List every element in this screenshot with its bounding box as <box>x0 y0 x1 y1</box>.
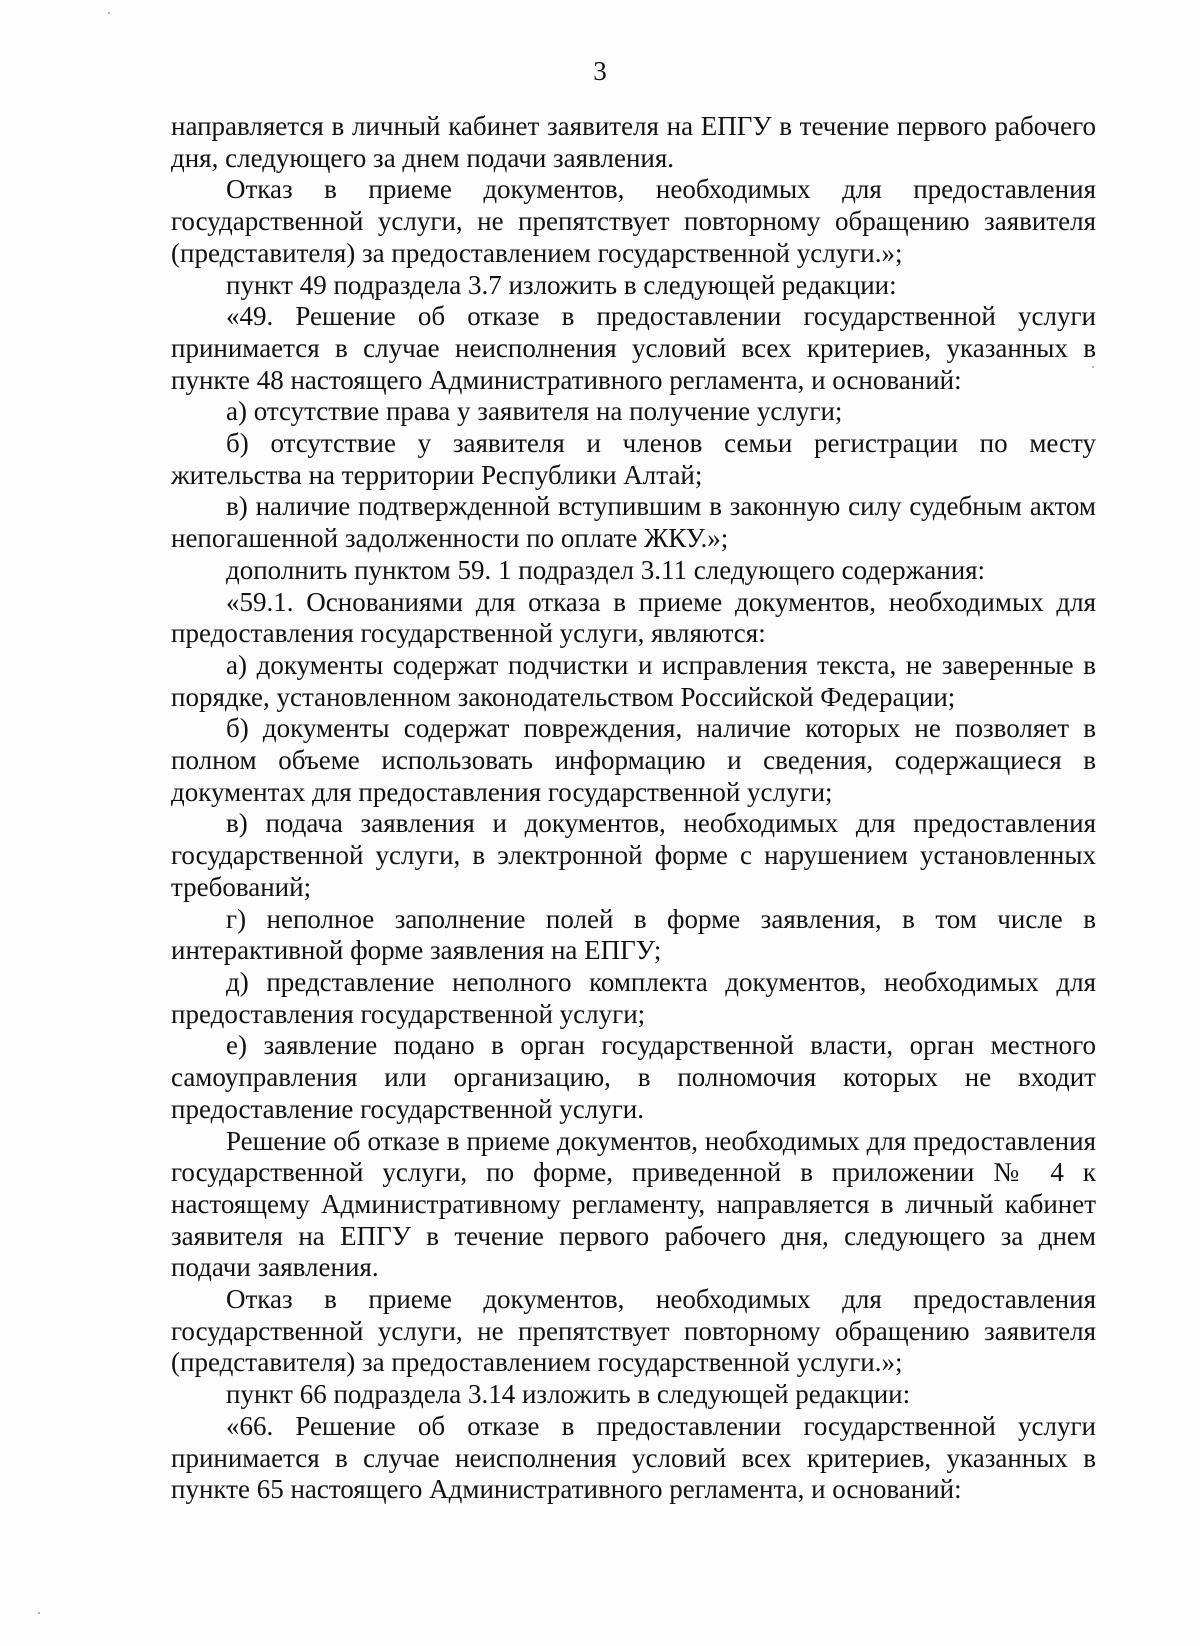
document-body <box>171 111 1096 1506</box>
paragraph-item-66: «66. Решение об отказе в предоставлении государственной услуги принимается в случае неисполнения условий всех критериев, указанных в пункте 65 настоящего Административного регламента, и оснований: <box>171 1410 1096 1505</box>
scan-speck <box>108 12 110 14</box>
paragraph-amend-item-49: пункт 49 подраздела 3.7 изложить в следующей редакции: <box>226 269 897 300</box>
scan-speck <box>1092 366 1094 368</box>
paragraph-item-49-a: а) отсутствие права у заявителя на получение услуги; <box>226 396 843 427</box>
scan-speck <box>38 1612 40 1614</box>
paragraph-item-49-b: б) отсутствие у заявителя и членов семьи регистрации по месту жительства на территории Республики Алтай; <box>171 428 1096 490</box>
paragraph-continuation: направляется в личный кабинет заявителя на ЕПГУ в течение первого рабочего дня, следующего за днем подачи заявления. <box>171 111 1096 173</box>
paragraph-item-59-1-g: г) неполное заполнение полей в форме заявления, в том числе в интерактивной форме заявления на ЕПГУ; <box>171 903 1096 966</box>
paragraph-refusal-no-obstacle: Отказ в приеме документов, необходимых для предоставления государственной услуги, не препятствует повторному обращению заявителя (представителя) за предоставлением государственной услуги.»; <box>171 174 1096 268</box>
paragraph-add-item-59-1: дополнить пунктом 59. 1 подраздел 3.11 следующего содержания: <box>226 554 986 585</box>
paragraph-refusal-decision: Решение об отказе в приеме документов, необходимых для предоставления государственной услуги, по форме, приведенной в приложении № 4 к настоящему Административному регламенту, направляется в личный кабинет заявителя на ЕПГУ в течение первого рабочего дня, следующего за днем подачи заявления. <box>171 1125 1096 1283</box>
paragraph-item-59-1-v: в) подача заявления и документов, необходимых для предоставления государственной услуги, в электронной форме с нарушением установленных требований; <box>171 808 1096 902</box>
paragraph-item-49-v: в) наличие подтвержденной вступившим в законную силу судебным актом непогашенной задолженности по оплате ЖКУ.»; <box>171 491 1096 554</box>
paragraph-item-59-1: «59.1. Основаниями для отказа в приеме документов, необходимых для предоставления государственной услуги, являются: <box>171 586 1096 649</box>
paragraph-item-59-1-d: д) представление неполного комплекта документов, необходимых для предоставления государственной услуги; <box>171 966 1096 1029</box>
paragraph-amend-item-66: пункт 66 подраздела 3.14 изложить в следующей редакции: <box>226 1379 911 1410</box>
page-number: 3 <box>593 56 607 86</box>
paragraph-item-49: «49. Решение об отказе в предоставлении государственной услуги принимается в случае неисполнения условий всех критериев, указанных в пункте 48 настоящего Административного регламента, и оснований: <box>171 301 1096 395</box>
paragraph-item-59-1-b: б) документы содержат повреждения, наличие которых не позволяет в полном объеме использовать информацию и сведения, содержащиеся в документах для предоставления государственной услуги; <box>171 713 1096 807</box>
paragraph-item-59-1-e: е) заявление подано в орган государственной власти, орган местного самоуправления или организацию, в полномочия которых не входит предоставление государственной услуги. <box>171 1030 1096 1124</box>
paragraph-refusal-no-obstacle-2: Отказ в приеме документов, необходимых для предоставления государственной услуги, не препятствует повторному обращению заявителя (представителя) за предоставлением государственной услуги.»; <box>171 1284 1096 1378</box>
paragraph-item-59-1-a: а) документы содержат подчистки и исправления текста, не заверенные в порядке, установленном законодательством Российской Федерации; <box>171 649 1096 712</box>
